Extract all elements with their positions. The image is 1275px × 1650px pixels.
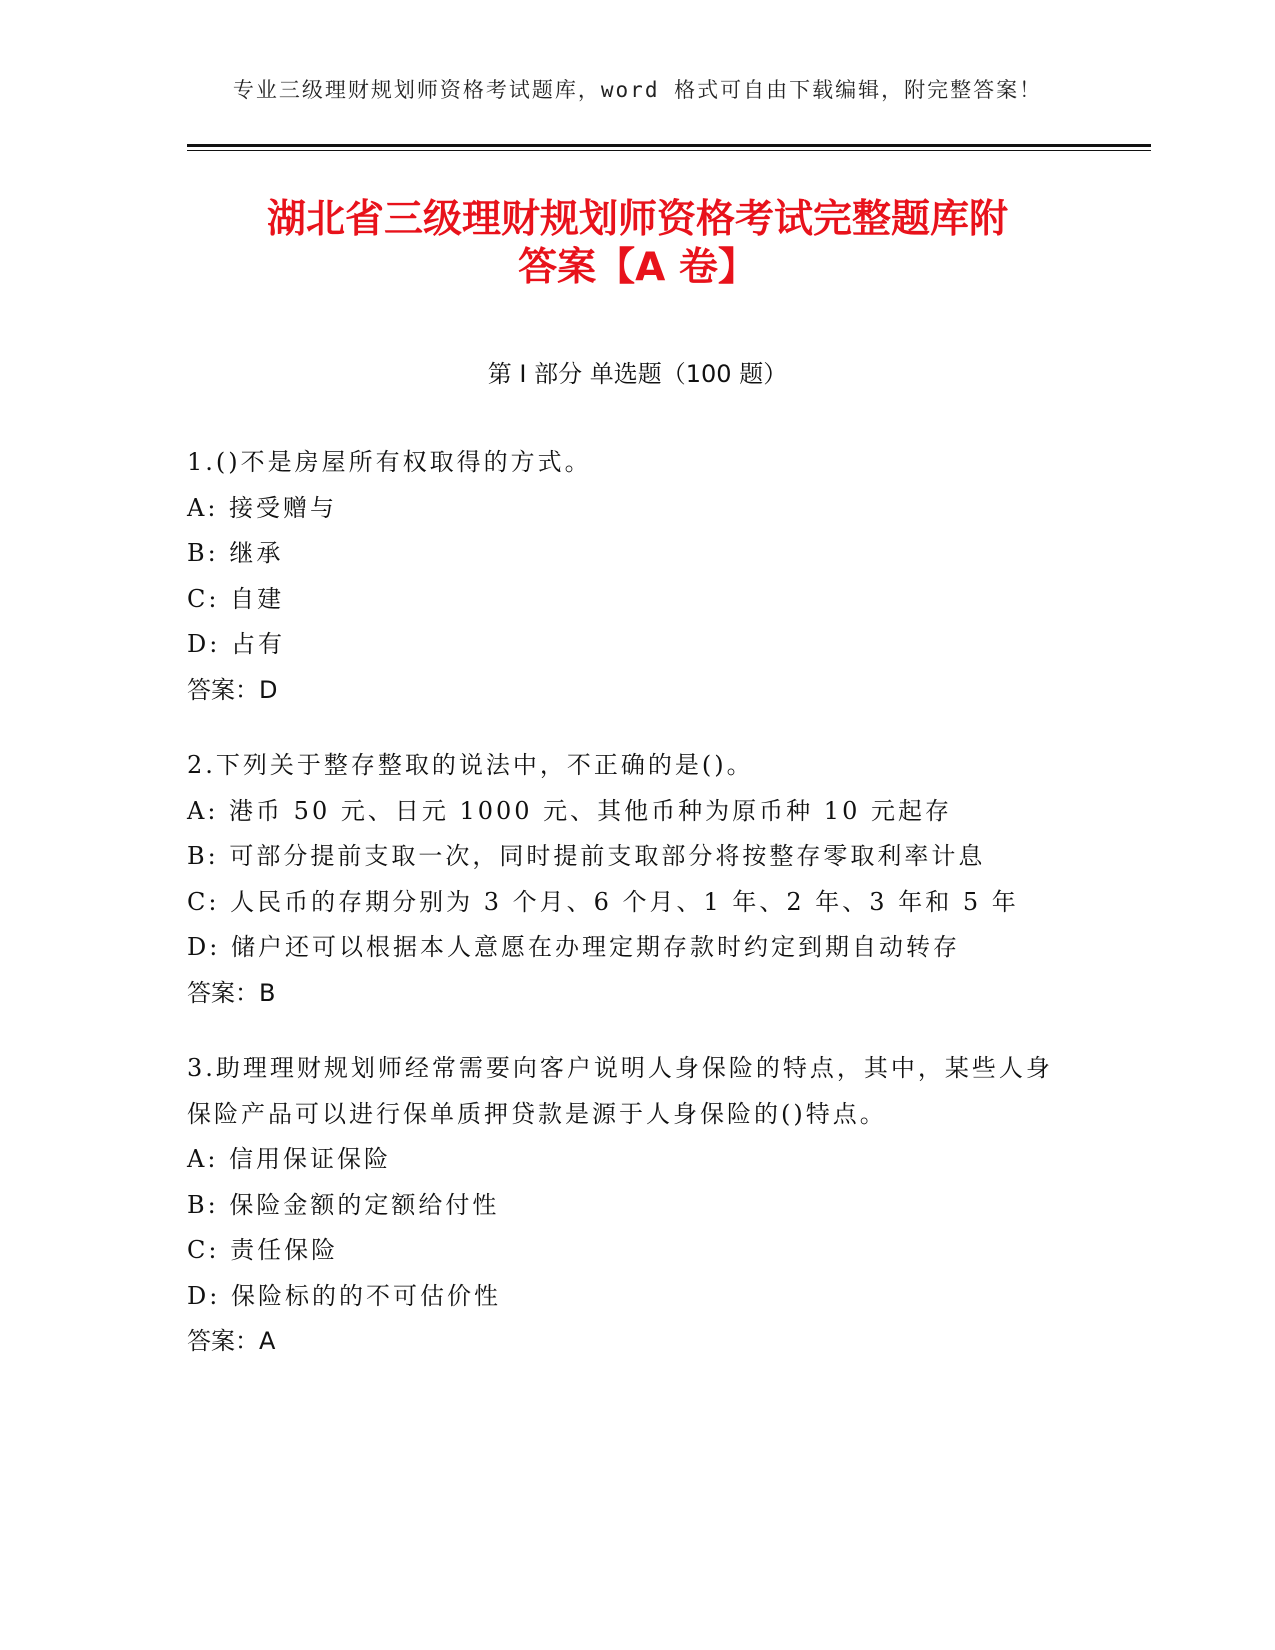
option-a: A: 接受赠与 xyxy=(187,493,338,522)
section-title: 第 I 部分 单选题（100 题） xyxy=(487,360,788,388)
option-d: D: 储户还可以根据本人意愿在办理定期存款时约定到期自动转存 xyxy=(187,933,960,961)
question-list xyxy=(187,440,1067,1395)
option-a: A: 信用保证保险 xyxy=(187,1145,392,1173)
header-rule-thick xyxy=(187,144,1151,147)
question-2 xyxy=(187,743,1067,1016)
answer: 答案：A xyxy=(187,1327,276,1355)
option-d: D: 保险标的的不可估价性 xyxy=(187,1281,501,1310)
option-a: A: 港币 50 元、日元 1000 元、其他币种为原币种 10 元起存 xyxy=(187,796,952,825)
question-1 xyxy=(187,440,1067,713)
option-c: C: 自建 xyxy=(187,584,285,613)
option-c: C: 人民币的存期分别为 3 个月、6 个月、1 年、2 年、3 年和 5 年 xyxy=(187,887,1019,916)
option-c: C: 责任保险 xyxy=(187,1236,339,1264)
option-b: B: 继承 xyxy=(187,539,284,567)
question-stem: 2.下列关于整存整取的说法中，不正确的是()。 xyxy=(187,751,754,779)
option-b: B: 可部分提前支取一次，同时提前支取部分将按整存零取利率计息 xyxy=(187,842,986,870)
header-note: 专业三级理财规划师资格考试题库，word 格式可自由下载编辑，附完整答案！ xyxy=(232,78,1043,102)
answer: 答案：B xyxy=(187,978,276,1007)
question-stem: 1.()不是房屋所有权取得的方式。 xyxy=(187,448,592,476)
document-title-line2: 答案【A 卷】 xyxy=(518,245,757,290)
answer: 答案：D xyxy=(187,675,278,704)
document-title xyxy=(160,196,1115,292)
question-3 xyxy=(187,1046,1067,1365)
question-stem: 3.助理理财规划师经常需要向客户说明人身保险的特点，其中，某些人身保险产品可以进行保单质押贷款是源于人身保险的()特点。 xyxy=(187,1054,1053,1128)
document-title-line1: 湖北省三级理财规划师资格考试完整题库附 xyxy=(266,197,1008,242)
header-rule-thin xyxy=(187,150,1151,151)
option-d: D: 占有 xyxy=(187,630,285,658)
option-b: B: 保险金额的定额给付性 xyxy=(187,1190,500,1219)
